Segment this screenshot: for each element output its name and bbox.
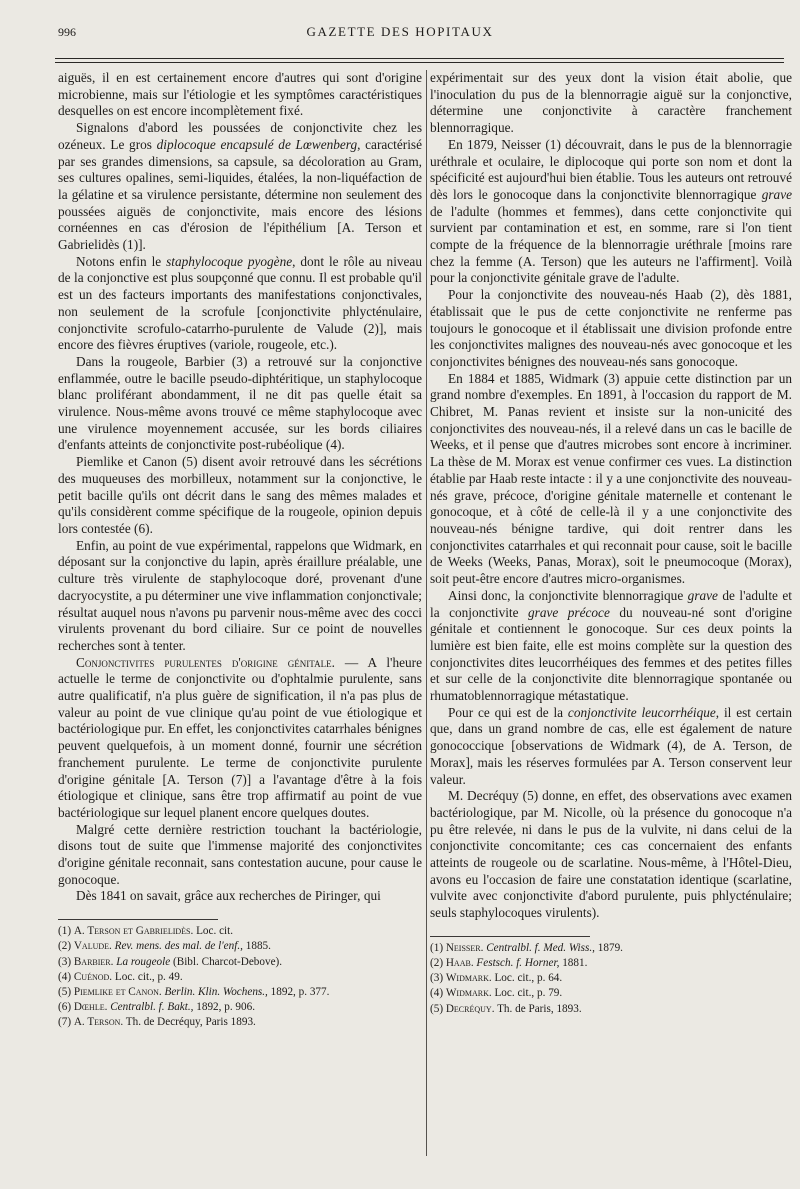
footnote-author: A. Terson et Gabrielidès. <box>73 925 194 938</box>
footnote-author: Valude. <box>73 940 112 953</box>
footnote-author: Cuénod. <box>73 970 113 983</box>
footnote-author: Haab. <box>445 957 474 970</box>
footnote-number: (6) <box>58 1001 72 1014</box>
footnote-number: (1) <box>430 941 444 954</box>
footnote <box>58 939 422 954</box>
text: , caractérisé par ses grandes dimensions, sa capsule, sa décoloration au Gram, ses cultures opalines, semi-liquides, étalées, la non-liquéfaction de la gélatine et sa virulence persistante, détermine non seulement des poussées aiguës de conjonctivite, mais encore des lésions cornéennes en cas d'érosion de l'épithélium [A. Terson et Gabrielidès (1)]. <box>58 136 422 253</box>
footnote-rule <box>58 919 218 920</box>
footnote-text: Loc. cit. <box>193 925 234 938</box>
column-divider <box>426 70 427 1156</box>
text: Pour ce qui est de la <box>448 704 568 720</box>
footnotes <box>58 924 422 1030</box>
footnote-author: Barbier. <box>73 955 114 968</box>
footnote-text: Loc. cit., p. 49. <box>112 970 183 983</box>
footnote-source: Centralbl. f. Med. Wiss., <box>483 941 595 954</box>
footnote-text: (Bibl. Charcot-Debove). <box>170 955 283 968</box>
footnote-source: Centralbl. f. Bakt., <box>107 1001 194 1014</box>
footnote-text: Th. de Decréquy, Paris 1893. <box>123 1016 256 1029</box>
footnote <box>430 986 792 1001</box>
footnote-author: Piemlike et Canon. <box>73 985 162 998</box>
footnote-number: (3) <box>58 955 72 968</box>
paragraph: Piemlike et Canon (5) disent avoir retrouvé dans les sécrétions des muqueuses des morbilleux, notamment sur la conjonctive, le petit bacille qu'ils ont décrit dans le sang des mêmes malades et qu'ils considèrent comme spécifique de la rougeole, opinion depuis lors contestée (6). <box>58 454 422 536</box>
paragraph <box>58 655 422 822</box>
left-column <box>58 70 422 1031</box>
footnote-author: A. Terson. <box>73 1016 124 1029</box>
footnote-number: (4) <box>430 987 444 1000</box>
footnote-text: 1892, p. 906. <box>193 1001 255 1014</box>
paragraph: En 1884 et 1885, Widmark (3) appuie cette distinction par un grand nombre d'exemples. En 1891, à l'occasion du rapport de M. Chibret, M. Panas revient et insiste sur la non-unicité des conjonctivites des nouveau-nés, il a relevé dans un cas le bacille de Weeks, et il pense que d'autres microbes sont encore à incriminer. La thèse de M. Morax est venue confirmer ces vues. La distinction établie par Haab reste intacte : il y a une conjonctivite des nouveau-nés grave, précoce, d'origine génitale maternelle et contenant le gonocoque, et à côté de celle-là il y a une conjonctivite des nouveau-nés bénigne tardive, qui doit rentrer dans les conjonctivites catarrhales et qui reconnait pour cause, soit le bacille de Weeks (Weeks, Panas, Morax), soit le pneumocoque (Morax), soit peut-être encore d'autres micro-organismes. <box>430 370 792 587</box>
text: En 1879, Neisser (1) découvrait, dans le pus de la blennorragie uréthrale et oculaire, le diplocoque qui porte son nom et dont la spécificité est aujourd'hui bien établie. Tous les auteurs ont retrouvé dès lors le gonocoque dans la conjonctivite blennorragique <box>430 136 792 202</box>
italic-text: diplocoque encapsulé de Lœwenberg <box>156 136 358 152</box>
footnote-text: Loc. cit., p. 64. <box>491 972 563 985</box>
text: — A l'heure actuelle le terme de conjonctivite ou d'ophtalmie purulente, sans autre qualificatif, n'a plus guère de signification, il n'a pas plus de valeur au point de vue clinique qu'au point de vue étiologique et bactériologique pur. En effet, les conjonctivites catarrhales bénignes peuvent quelquefois, à un moment donné, fournir une sécrétion franchement purulente. Le terme de conjonctivite purulente d'origine génitale [A. Terson (7)] a l'avantage d'être à la fois étiologique et clinique, sans être trop affirmatif au point de vue bactériologique sur lequel planent encore quelques doutes. <box>58 654 422 820</box>
footnote <box>58 1015 422 1030</box>
footnote <box>58 985 422 1000</box>
footnote <box>58 970 422 985</box>
footnote <box>430 1002 792 1017</box>
footnote <box>430 971 792 986</box>
footnote <box>430 956 792 971</box>
paragraph <box>58 120 422 254</box>
footnote-author: Decréquy. <box>445 1002 495 1015</box>
footnote-source: La rougeole <box>113 955 171 968</box>
footnote-text: 1885. <box>242 940 271 953</box>
paragraph: M. Decréquy (5) donne, en effet, des observations avec examen bactériologique, par M. Nicolle, où la présence du gonocoque n'a pu être relevée, ni dans le pus de la vulvite, ni dans celui de la conjonctivite concomitante; ces cas concernaient des enfants atteints de rougeole ou de scarlatine. Nous-même, à l'Hôtel-Dieu, avons eu l'occasion de faire une constatation identique (scarlatine, vulvite avec conjonctivite d'abord purulente, puis phlycténulaire; seuls staphylocoques virulents). <box>430 788 792 921</box>
paragraph <box>430 588 792 705</box>
page-number: 996 <box>58 25 76 39</box>
paragraph <box>430 705 792 789</box>
header-rule-thin <box>55 62 784 63</box>
footnote-source: Rev. mens. des mal. de l'enf., <box>111 940 243 953</box>
journal-title: GAZETTE DES HOPITAUX <box>306 24 494 39</box>
footnote-number: (2) <box>58 940 72 953</box>
footnote <box>58 1000 422 1015</box>
footnote-number: (3) <box>430 972 444 985</box>
footnotes <box>430 941 792 1017</box>
text: de l'adulte (hommes et femmes), dans cette conjonctivite qui survient par contamination et est, en somme, rare si l'on tient compte de la fréquence de la blennorragie uréthrale [moins rare chez la femme (A. Terson) que les auteurs ne l'affirment]. Voilà pour la conjonctivite génitale grave de l'adulte. <box>430 203 792 286</box>
footnote-source: Festsch. f. Horner, <box>473 957 560 970</box>
footnote <box>58 924 422 939</box>
footnote-number: (5) <box>430 1002 444 1015</box>
section-heading: Conjonctivites purulentes d'origine génitale. <box>76 654 335 670</box>
footnote-author: Neisser. <box>445 941 484 954</box>
footnote-author: Dœhle. <box>73 1001 108 1014</box>
footnote-number: (7) <box>58 1016 72 1029</box>
text: Ainsi donc, la conjonctivite blennorragique <box>448 587 688 603</box>
footnote-text: Loc. cit., p. 79. <box>491 987 563 1000</box>
text: de l'adulte et la conjonctivite <box>430 587 792 620</box>
right-column <box>430 70 792 1017</box>
paragraph: Pour la conjonctivite des nouveau-nés Haab (2), dès 1881, établissait que le pus de cette conjonctivite ne renferme pas toujours le gonocoque et il établissait une division profonde entre les conjonctivites malignes des nouveau-nés avec gonocoque et les conjonctivites bénignes des nouveau-nés sans gonocoque. <box>430 287 792 369</box>
footnote-rule <box>430 936 590 937</box>
footnote-number: (2) <box>430 957 444 970</box>
footnote-text: 1881. <box>559 957 588 970</box>
italic-text: staphylocoque pyogène <box>166 253 293 269</box>
text: du nouveau-né sont d'origine génitale et contiennent le gonocoque. Sur ces deux points la lumière est bien faite, elle est moins complète sur la question des conjonctivites dites leucorrhéiques des femmes et des petites filles et sur celle de la conjonctivite dite blennorragique spontanée ou rhumatoblennorragique métastatique. <box>430 604 792 704</box>
paragraph <box>58 254 422 354</box>
text: Signalons d'abord les poussées de conjonctivite chez les ozéneux. Le gros <box>58 120 422 152</box>
footnote-number: (5) <box>58 985 72 998</box>
italic-text: grave <box>687 587 718 603</box>
paragraph: Enfin, au point de vue expérimental, rappelons que Widmark, en déposant sur la conjonctive du lapin, après éraillure préalable, une culture très virulente de staphylocoque doré, provenant d'une dacryocystite, a pu déterminer une vive inflammation conjonctivale; résultat auquel nous n'avons pu parvenir nous-même avec des cocci virulents provenant du bord ciliaire. Sur ce point de nouvelles recherches sont à tenter. <box>58 537 422 653</box>
footnote <box>430 941 792 956</box>
footnote-text: 1879. <box>594 941 623 954</box>
paragraph: Dans la rougeole, Barbier (3) a retrouvé sur la conjonctive enflammée, outre le bacille pseudo-diphtéritique, un staphylocoque blanc proliférant abondamment, il ne dit pas quelle était sa virulence. Nous-même avons trouvé ce même staphylocoque avec une virulence moyennement accusée, sur les bords ciliaires d'enfants atteints de conjonctivite post-rubéolique (4). <box>58 353 422 453</box>
paragraph: Malgré cette dernière restriction touchant la bactériologie, disons tout de suite que l'immense majorité des conjonctivites d'origine génitale reconnait, sans contestation aucune, pour cause le gonocoque. <box>58 821 422 887</box>
text: , il est certain que, dans un grand nombre de cas, elle est également de nature gonococcique [observations de Widmark (4), de A. Terson, de Morax], mais les réserves formulées par A. Terson conservent leur valeur. <box>430 704 792 787</box>
italic-text: grave <box>761 186 792 202</box>
footnote-number: (1) <box>58 925 72 938</box>
footnote-source: Berlin. Klin. Wochens., <box>161 985 268 998</box>
italic-text: grave précoce <box>528 604 610 620</box>
paragraph <box>430 137 792 287</box>
paragraph: aiguës, il en est certainement encore d'autres qui sont d'origine microbienne, mais sur l'étiologie et les symptômes caractéristiques desquelles on est encore incomplètement fixé. <box>58 70 422 119</box>
italic-text: conjonctivite leucorrhéique <box>567 704 716 720</box>
paragraph: expérimentait sur des yeux dont la vision était abolie, que l'inoculation du pus de la blennorragie aiguë sur la conjonctive, détermine une conjonctivite à caractère franchement blennorragique. <box>430 70 792 136</box>
footnote-text: Th. de Paris, 1893. <box>494 1002 582 1015</box>
paragraph: Dès 1841 on savait, grâce aux recherches de Piringer, qui <box>76 888 381 904</box>
text: Notons enfin le <box>76 253 167 269</box>
footnote-text: 1892, p. 377. <box>267 985 330 998</box>
footnote-author: Widmark. <box>445 987 492 1000</box>
footnote <box>58 955 422 970</box>
footnote-number: (4) <box>58 970 72 983</box>
footnote-author: Widmark. <box>445 972 492 985</box>
header-rule <box>55 58 784 59</box>
text: , dont le rôle au niveau de la conjonctive est plus soupçonné que connu. Il est probable qu'il est un des facteurs importants des manifestations conjonctivales, non seulement de la scrofule [conjonctivite phlycténulaire, conjonctivite scrofulo-catarrho-purulente de Valude (2)], mais encore des fièvres éruptives (variole, rougeole, etc.). <box>58 253 422 353</box>
